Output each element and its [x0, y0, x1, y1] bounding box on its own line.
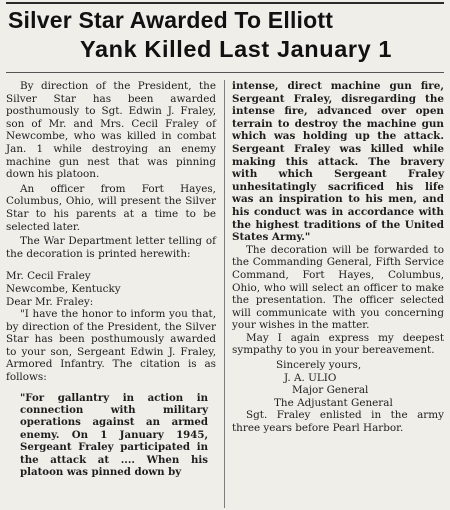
signature-closing: Sincerely yours,: [276, 359, 362, 372]
enlistment-paragraph: Sgt. Fraley enlisted in the army three years before Pearl Harbor.: [232, 409, 444, 435]
citation-quote: "For gallantry in action in connection with military operations against an armed enemy. On 1 January 1945, Sergeant Fraley participated in the attack at .... When his platoon was pinned down by: [20, 391, 208, 479]
address-place: Newcombe, Kentucky: [6, 282, 121, 295]
left-column: [6, 80, 216, 479]
citation-continued: intense, direct machine gun fire, Sergeant Fraley, disregarding the intense fire, advanced over open terrain to destroy the machine gun which was holding up the attack. Sergeant Fraley was killed while making this attack. The bravery with which Sergeant Fraley unhesitatingly sacrificed his life was an inspiration to his men, and his conduct was in accordance with the highest traditions of the United States Army.": [232, 80, 444, 244]
sympathy-paragraph: May I again express my deepest sympathy to you in your bereavement.: [232, 331, 444, 357]
address-name: Mr. Cecil Fraley: [6, 270, 91, 283]
signature-title: The Adjustant General: [274, 396, 393, 409]
headline-rule: [6, 72, 444, 73]
column-divider: [224, 80, 225, 508]
top-rule: [6, 2, 444, 4]
signature-rank: Major General: [292, 384, 369, 397]
letter-address: [6, 270, 216, 308]
intro-paragraph: By direction of the President, the Silver Star has been awarded posthumously to Sgt. Edwin J. Fraley, son of Mr. and Mrs. Cecil Fraley of Newcombe, who was killed in combat Jan. 1 while destroying an enemy machine gun nest that was pinning down his platoon.: [6, 80, 216, 181]
headline-line-1: Silver Star Awarded To Elliott: [8, 7, 334, 33]
letter-intro-paragraph: The War Department letter telling of the decoration is printed herewith:: [6, 235, 216, 260]
headline-line-2: Yank Killed Last January 1: [80, 36, 393, 62]
right-column: [232, 80, 444, 435]
decoration-paragraph: The decoration will be forwarded to the Commanding General, Fifth Service Command, Fort Hayes, Columbus, Ohio, who will select an officer to make the presentation. The officer selected will communicate with you concerning your wishes in the matter.: [232, 243, 444, 332]
salutation: Dear Mr. Fraley:: [6, 295, 94, 308]
letter-paragraph: "I have the honor to inform you that, by direction of the President, the Silver Star has been posthumously awarded to your son, Sergeant Edwin J. Fraley, Armored Infantry. The citation is as follows:: [6, 308, 216, 384]
officer-paragraph: An officer from Fort Hayes, Columbus, Ohio, will present the Silver Star to his parents at a time to be selected later.: [6, 182, 216, 233]
signature-name: J. A. ULIO: [284, 371, 337, 384]
